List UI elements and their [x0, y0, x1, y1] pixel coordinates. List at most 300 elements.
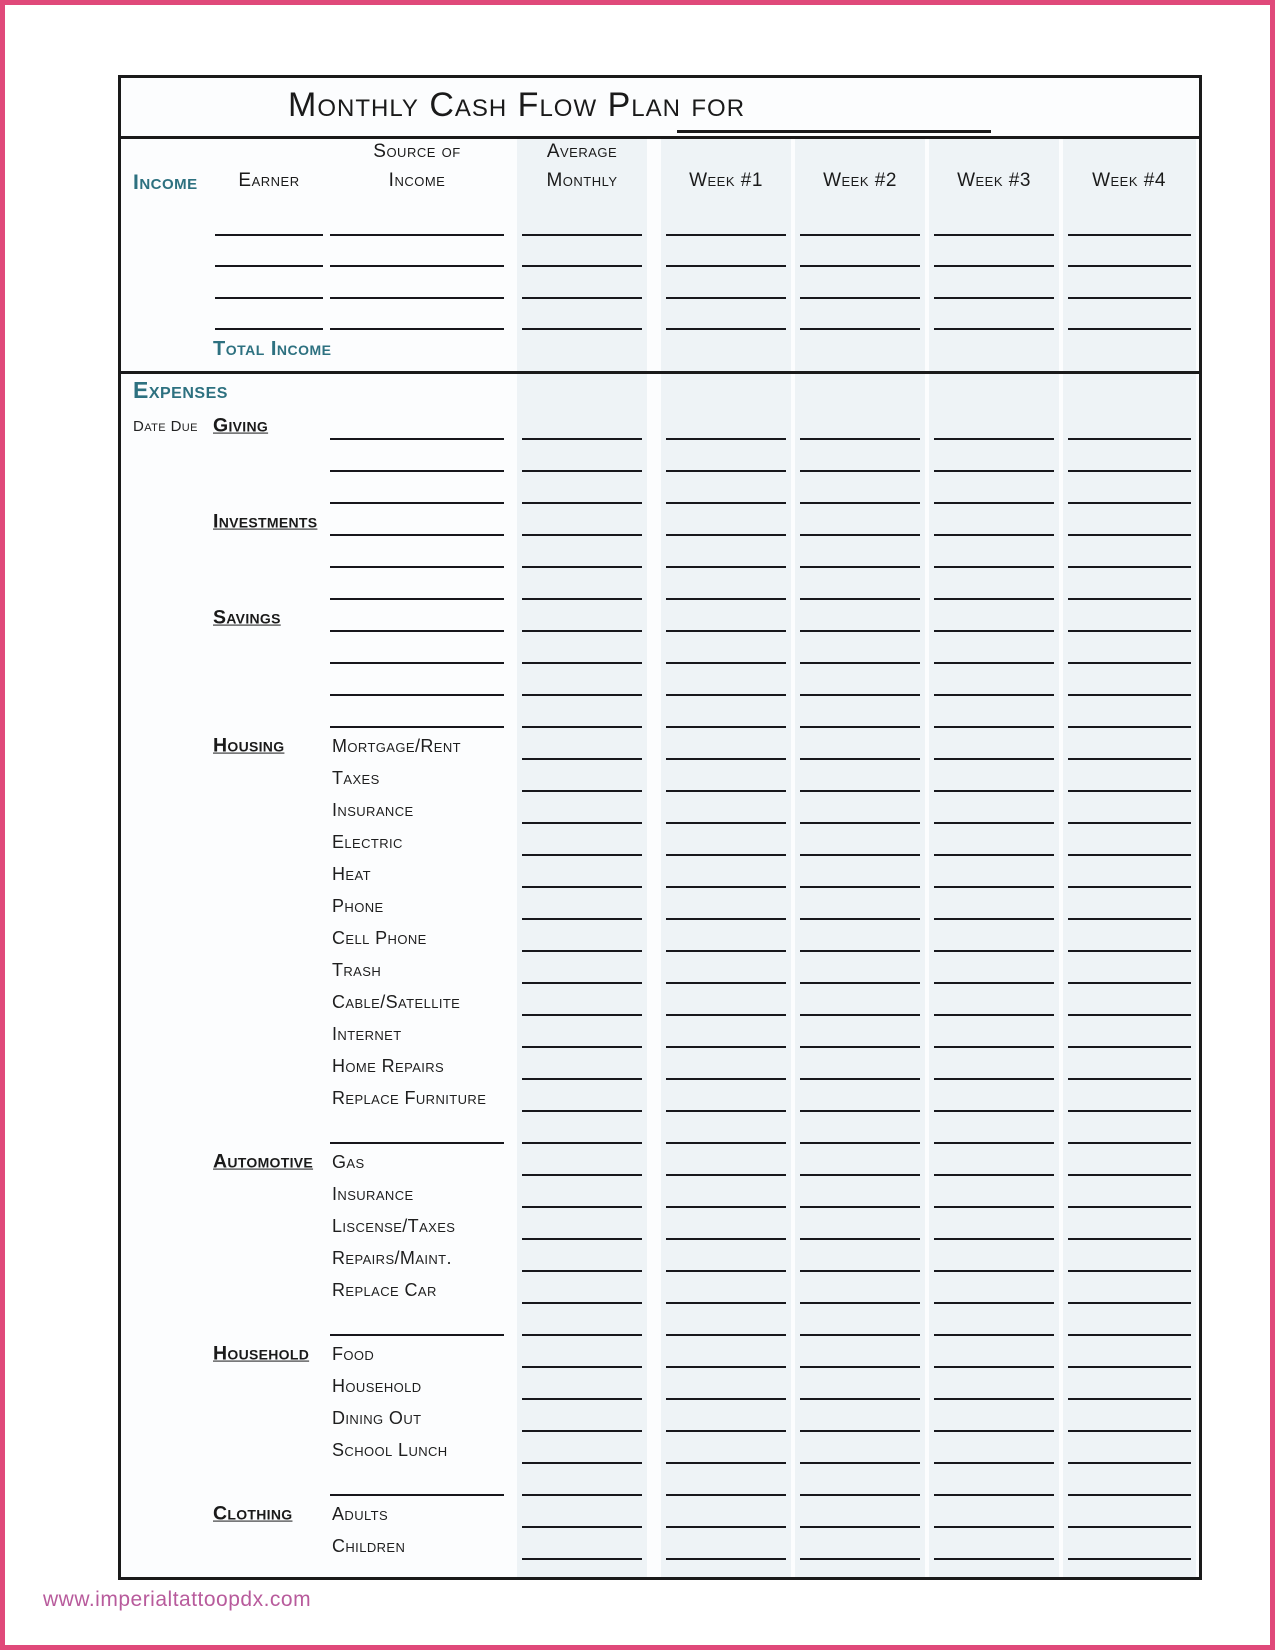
blank-line-w2: [800, 1238, 920, 1240]
blank-line-w3: [934, 1142, 1054, 1144]
income-section-label: Income: [133, 171, 198, 194]
blank-line-earner: [215, 234, 323, 236]
category-label: Savings: [213, 606, 281, 629]
blank-line-avg: [522, 1174, 642, 1176]
blank-line-w2: [800, 502, 920, 504]
blank-line-w1: [666, 598, 786, 600]
title-name-blank-line: [677, 130, 991, 133]
blank-line-w2: [800, 1558, 920, 1560]
blank-line-avg: [522, 1526, 642, 1528]
blank-line-w2: [800, 1142, 920, 1144]
expense-row: [121, 571, 1199, 603]
blank-line-src: [330, 1142, 504, 1144]
blank-line-w1: [666, 438, 786, 440]
blank-line-w1: [666, 1302, 786, 1304]
blank-line-w1: [666, 297, 786, 299]
expense-row: [121, 763, 1199, 795]
blank-line-w4: [1068, 1494, 1191, 1496]
expense-row: [121, 923, 1199, 955]
blank-line-w4: [1068, 502, 1191, 504]
blank-line-avg: [522, 854, 642, 856]
blank-line-w3: [934, 662, 1054, 664]
blank-line-w3: [934, 502, 1054, 504]
expense-item-label: Replace Furniture: [332, 1088, 487, 1109]
blank-line-w4: [1068, 1174, 1191, 1176]
blank-line-avg: [522, 822, 642, 824]
blank-line-w1: [666, 1014, 786, 1016]
blank-line-w2: [800, 694, 920, 696]
expense-row: [121, 539, 1199, 571]
column-header-week-4: Week #4: [1092, 169, 1166, 191]
blank-line-w1: [666, 1078, 786, 1080]
expense-row: [121, 1019, 1199, 1051]
blank-line-w2: [800, 758, 920, 760]
blank-line-w3: [934, 854, 1054, 856]
blank-line-w4: [1068, 1398, 1191, 1400]
expense-row: [121, 1211, 1199, 1243]
blank-line-avg: [522, 1014, 642, 1016]
blank-line-avg: [522, 1238, 642, 1240]
blank-line-w3: [934, 1046, 1054, 1048]
blank-line-w4: [1068, 1334, 1191, 1336]
blank-line-w4: [1068, 1526, 1191, 1528]
blank-line-avg: [522, 790, 642, 792]
blank-line-avg: [522, 1398, 642, 1400]
blank-line-w2: [800, 566, 920, 568]
page-title: Monthly Cash Flow Plan for: [288, 86, 746, 124]
blank-line-w1: [666, 1238, 786, 1240]
blank-line-w3: [934, 1206, 1054, 1208]
expense-spacer-row: [121, 1115, 1199, 1147]
blank-line-w4: [1068, 662, 1191, 664]
title-block: [121, 78, 1199, 136]
date-due-label: Date Due: [133, 418, 198, 436]
blank-line-w3: [934, 1014, 1054, 1016]
cash-flow-table: [118, 75, 1202, 1580]
expense-row: [121, 411, 1199, 443]
blank-line-avg: [522, 598, 642, 600]
blank-line-w3: [934, 918, 1054, 920]
blank-line-src: [330, 328, 504, 330]
expense-item-label: Home Repairs: [332, 1056, 445, 1077]
column-header-week-3: Week #3: [957, 169, 1031, 191]
blank-line-w1: [666, 726, 786, 728]
blank-line-avg: [522, 534, 642, 536]
blank-line-w2: [800, 1110, 920, 1112]
expense-row: [121, 507, 1199, 539]
blank-line-w4: [1068, 1206, 1191, 1208]
blank-line-w2: [800, 1366, 920, 1368]
blank-line-avg: [522, 470, 642, 472]
blank-line-w2: [800, 1046, 920, 1048]
expense-row: [121, 1339, 1199, 1371]
blank-line-w1: [666, 1046, 786, 1048]
blank-line-avg: [522, 1046, 642, 1048]
blank-line-w4: [1068, 1110, 1191, 1112]
blank-line-w4: [1068, 918, 1191, 920]
blank-line-w1: [666, 1430, 786, 1432]
blank-line-src: [330, 297, 504, 299]
blank-line-w2: [800, 854, 920, 856]
blank-line-avg: [522, 758, 642, 760]
blank-line-w2: [800, 1334, 920, 1336]
blank-line-w3: [934, 1078, 1054, 1080]
blank-line-w3: [934, 328, 1054, 330]
blank-line-w3: [934, 982, 1054, 984]
blank-line-w2: [800, 1398, 920, 1400]
header-row: [121, 139, 1199, 207]
expense-row: [121, 1403, 1199, 1435]
blank-line-w2: [800, 1494, 920, 1496]
expense-row: [121, 827, 1199, 859]
blank-line-w1: [666, 982, 786, 984]
blank-line-src: [330, 234, 504, 236]
blank-line-w1: [666, 1174, 786, 1176]
expense-spacer-row: [121, 1307, 1199, 1339]
blank-line-w4: [1068, 265, 1191, 267]
blank-line-w1: [666, 1334, 786, 1336]
expense-row: [121, 1147, 1199, 1179]
blank-line-w3: [934, 534, 1054, 536]
blank-line-w2: [800, 1430, 920, 1432]
blank-line-avg: [522, 1078, 642, 1080]
blank-line-w3: [934, 265, 1054, 267]
blank-line-avg: [522, 1558, 642, 1560]
blank-line-w4: [1068, 1430, 1191, 1432]
expense-row: [121, 891, 1199, 923]
blank-line-avg: [522, 1142, 642, 1144]
blank-line-earner: [215, 265, 323, 267]
blank-line-w3: [934, 758, 1054, 760]
blank-line-w1: [666, 694, 786, 696]
blank-line-avg: [522, 1366, 642, 1368]
expense-row: [121, 1083, 1199, 1115]
blank-line-src: [330, 566, 504, 568]
blank-line-avg: [522, 566, 642, 568]
blank-line-avg: [522, 918, 642, 920]
blank-line-w1: [666, 470, 786, 472]
blank-line-w2: [800, 234, 920, 236]
expenses-heading-row: [121, 374, 1199, 411]
category-label: Household: [213, 1342, 310, 1365]
blank-line-w4: [1068, 950, 1191, 952]
blank-line-w1: [666, 1142, 786, 1144]
blank-line-w1: [666, 822, 786, 824]
blank-line-avg: [522, 982, 642, 984]
blank-line-w4: [1068, 1014, 1191, 1016]
blank-line-w1: [666, 854, 786, 856]
column-header-average-monthly: [546, 138, 617, 195]
blank-line-avg: [522, 265, 642, 267]
expense-row: [121, 1371, 1199, 1403]
blank-line-w2: [800, 470, 920, 472]
expense-row: [121, 635, 1199, 667]
expenses-section-label: Expenses: [133, 377, 228, 403]
blank-line-w4: [1068, 566, 1191, 568]
blank-line-src: [330, 726, 504, 728]
expense-rows: [121, 411, 1199, 1563]
blank-line-avg: [522, 630, 642, 632]
column-header-earner: Earner: [238, 169, 300, 191]
blank-line-w3: [934, 726, 1054, 728]
blank-line-w2: [800, 822, 920, 824]
blank-line-w2: [800, 1270, 920, 1272]
expense-row: [121, 1531, 1199, 1563]
expense-item-label: Gas: [332, 1152, 365, 1173]
category-label: Automotive: [213, 1150, 314, 1173]
blank-line-w1: [666, 1206, 786, 1208]
blank-line-w2: [800, 918, 920, 920]
blank-line-avg: [522, 886, 642, 888]
blank-line-w3: [934, 1110, 1054, 1112]
blank-line-avg: [522, 297, 642, 299]
blank-line-w1: [666, 758, 786, 760]
blank-line-w1: [666, 886, 786, 888]
blank-line-w4: [1068, 886, 1191, 888]
expense-item-label: Electric: [332, 832, 403, 853]
expense-item-label: Replace Car: [332, 1280, 437, 1301]
blank-line-w3: [934, 1558, 1054, 1560]
blank-line-w3: [934, 234, 1054, 236]
avg-header-line1: Average: [546, 141, 618, 162]
expense-item-label: Household: [332, 1376, 422, 1397]
expense-item-label: Insurance: [332, 800, 414, 821]
blank-line-w2: [800, 790, 920, 792]
blank-line-w3: [934, 950, 1054, 952]
blank-line-w3: [934, 566, 1054, 568]
category-label: Giving: [213, 414, 269, 437]
blank-line-w2: [800, 1014, 920, 1016]
source-header-line2: Income: [388, 169, 446, 191]
expense-item-label: Heat: [332, 864, 371, 885]
avg-header-line2: Monthly: [546, 169, 618, 191]
expense-item-label: Cell Phone: [332, 928, 427, 949]
blank-line-w2: [800, 1206, 920, 1208]
blank-line-w2: [800, 1078, 920, 1080]
blank-line-avg: [522, 1494, 642, 1496]
blank-line-w3: [934, 822, 1054, 824]
expense-item-label: Liscense/Taxes: [332, 1216, 456, 1237]
blank-line-w1: [666, 918, 786, 920]
blank-line-w2: [800, 950, 920, 952]
blank-line-w2: [800, 598, 920, 600]
blank-line-w3: [934, 297, 1054, 299]
blank-line-w3: [934, 630, 1054, 632]
blank-line-w2: [800, 726, 920, 728]
blank-line-w2: [800, 265, 920, 267]
expense-row: [121, 859, 1199, 891]
blank-line-w4: [1068, 297, 1191, 299]
blank-line-w4: [1068, 726, 1191, 728]
total-income-label: Total Income: [213, 338, 332, 360]
expense-item-label: Internet: [332, 1024, 402, 1045]
blank-line-earner: [215, 328, 323, 330]
blank-line-w1: [666, 1366, 786, 1368]
blank-line-w3: [934, 1334, 1054, 1336]
income-row: [121, 302, 1199, 334]
blank-line-src: [330, 534, 504, 536]
blank-line-src: [330, 502, 504, 504]
expense-row: [121, 731, 1199, 763]
expense-item-label: Children: [332, 1536, 406, 1557]
blank-line-w1: [666, 630, 786, 632]
blank-line-w3: [934, 1494, 1054, 1496]
blank-line-avg: [522, 726, 642, 728]
blank-line-w4: [1068, 1366, 1191, 1368]
blank-line-w1: [666, 234, 786, 236]
blank-line-w4: [1068, 854, 1191, 856]
blank-line-w4: [1068, 758, 1191, 760]
blank-line-w4: [1068, 1302, 1191, 1304]
blank-line-w1: [666, 328, 786, 330]
expense-item-label: Food: [332, 1344, 375, 1365]
expense-item-label: School Lunch: [332, 1440, 448, 1461]
blank-line-w1: [666, 265, 786, 267]
expense-item-label: Phone: [332, 896, 384, 917]
expense-row: [121, 667, 1199, 699]
income-row: [121, 207, 1199, 239]
expense-item-label: Dining Out: [332, 1408, 422, 1429]
blank-line-w1: [666, 566, 786, 568]
blank-line-w3: [934, 438, 1054, 440]
blank-line-w4: [1068, 534, 1191, 536]
expense-row: [121, 1435, 1199, 1467]
blank-line-w1: [666, 1462, 786, 1464]
blank-line-w4: [1068, 630, 1191, 632]
blank-line-w3: [934, 790, 1054, 792]
blank-line-w4: [1068, 982, 1191, 984]
expense-row: [121, 443, 1199, 475]
blank-line-w4: [1068, 598, 1191, 600]
column-header-source-of-income: [373, 138, 460, 195]
expense-row: [121, 603, 1199, 635]
blank-line-avg: [522, 1270, 642, 1272]
blank-line-w4: [1068, 822, 1191, 824]
table-inner: [121, 78, 1199, 1577]
blank-line-avg: [522, 1334, 642, 1336]
expense-row: [121, 699, 1199, 731]
blank-line-w2: [800, 1526, 920, 1528]
blank-line-w4: [1068, 1270, 1191, 1272]
expense-row: [121, 795, 1199, 827]
blank-line-src: [330, 1494, 504, 1496]
blank-line-w2: [800, 1174, 920, 1176]
blank-line-src: [330, 598, 504, 600]
blank-line-w2: [800, 328, 920, 330]
expense-row: [121, 1275, 1199, 1307]
blank-line-src: [330, 662, 504, 664]
blank-line-earner: [215, 297, 323, 299]
blank-line-w4: [1068, 1238, 1191, 1240]
blank-line-w3: [934, 470, 1054, 472]
blank-line-w3: [934, 1398, 1054, 1400]
blank-line-avg: [522, 1430, 642, 1432]
blank-line-w1: [666, 1110, 786, 1112]
blank-line-avg: [522, 438, 642, 440]
blank-line-w3: [934, 1238, 1054, 1240]
category-label: Housing: [213, 734, 285, 757]
expense-item-label: Repairs/Maint.: [332, 1248, 452, 1269]
total-income-row: [121, 333, 1199, 371]
blank-line-w4: [1068, 438, 1191, 440]
blank-line-src: [330, 438, 504, 440]
expense-row: [121, 1499, 1199, 1531]
blank-line-avg: [522, 694, 642, 696]
blank-line-src: [330, 470, 504, 472]
expense-item-label: Adults: [332, 1504, 389, 1525]
blank-line-w2: [800, 630, 920, 632]
blank-line-w3: [934, 886, 1054, 888]
blank-line-w2: [800, 297, 920, 299]
column-header-week-1: Week #1: [689, 169, 763, 191]
expense-item-label: Mortgage/Rent: [332, 736, 461, 757]
blank-line-w1: [666, 1398, 786, 1400]
blank-line-w1: [666, 1494, 786, 1496]
blank-line-w2: [800, 534, 920, 536]
income-row: [121, 270, 1199, 302]
column-header-week-2: Week #2: [823, 169, 897, 191]
blank-line-w2: [800, 1302, 920, 1304]
blank-line-w4: [1068, 1046, 1191, 1048]
blank-line-src: [330, 694, 504, 696]
expense-row: [121, 1051, 1199, 1083]
blank-line-avg: [522, 662, 642, 664]
expense-row: [121, 987, 1199, 1019]
expense-item-label: Insurance: [332, 1184, 414, 1205]
blank-line-avg: [522, 1206, 642, 1208]
category-label: Investments: [213, 510, 318, 533]
expense-item-label: Trash: [332, 960, 382, 981]
income-rows: [121, 207, 1199, 333]
blank-line-avg: [522, 502, 642, 504]
blank-line-w3: [934, 1366, 1054, 1368]
blank-line-w3: [934, 1430, 1054, 1432]
blank-line-w4: [1068, 234, 1191, 236]
expense-row: [121, 475, 1199, 507]
blank-line-avg: [522, 1462, 642, 1464]
source-header-line1: Source of: [373, 141, 461, 162]
blank-line-avg: [522, 234, 642, 236]
blank-line-w3: [934, 694, 1054, 696]
blank-line-w4: [1068, 1078, 1191, 1080]
blank-line-w1: [666, 1270, 786, 1272]
blank-line-w2: [800, 662, 920, 664]
blank-line-w4: [1068, 470, 1191, 472]
blank-line-avg: [522, 950, 642, 952]
blank-line-w3: [934, 1462, 1054, 1464]
blank-line-w4: [1068, 694, 1191, 696]
blank-line-w3: [934, 1270, 1054, 1272]
blank-line-w1: [666, 790, 786, 792]
income-row: [121, 239, 1199, 271]
blank-line-w4: [1068, 328, 1191, 330]
blank-line-src: [330, 1334, 504, 1336]
blank-line-w3: [934, 1174, 1054, 1176]
blank-line-w2: [800, 1462, 920, 1464]
blank-line-w3: [934, 1302, 1054, 1304]
blank-line-w1: [666, 1526, 786, 1528]
blank-line-w2: [800, 438, 920, 440]
expense-item-label: Taxes: [332, 768, 380, 789]
category-label: Clothing: [213, 1502, 293, 1525]
expense-spacer-row: [121, 1467, 1199, 1499]
blank-line-src: [330, 265, 504, 267]
blank-line-w1: [666, 1558, 786, 1560]
blank-line-w1: [666, 950, 786, 952]
blank-line-avg: [522, 1302, 642, 1304]
blank-line-w1: [666, 662, 786, 664]
expense-row: [121, 955, 1199, 987]
